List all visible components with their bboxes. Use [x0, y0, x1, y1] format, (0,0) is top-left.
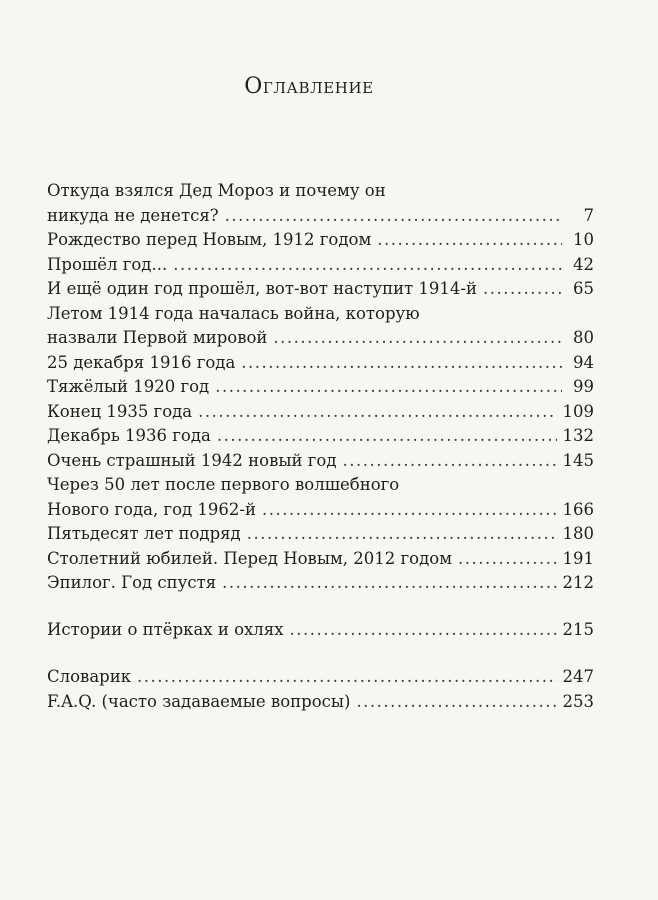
toc-entry[interactable] [47, 302, 594, 351]
table-of-contents [47, 179, 594, 714]
toc-entry-title-line: F.A.Q. (часто задаваемые вопросы) [47, 691, 351, 711]
toc-page-number: 99 [573, 377, 594, 396]
toc-entry-title-line: Через 50 лет после первого волшебного [47, 475, 400, 494]
dot-leader [342, 449, 556, 474]
toc-page-number: 247 [562, 667, 594, 686]
toc-entry-title-line: Конец 1935 года [47, 401, 193, 421]
toc-entry-title-line: 25 декабря 1916 года [47, 352, 236, 372]
toc-entry[interactable] [47, 665, 594, 690]
dot-leader [198, 400, 556, 425]
toc-entry-title-line: Летом 1914 года началась война, которую [47, 303, 420, 323]
toc-entry-title-line: Тяжёлый 1920 год [47, 377, 210, 396]
toc-entry[interactable] [47, 179, 594, 228]
dot-leader [222, 571, 556, 596]
toc-entry-title-line: Очень страшный 1942 новый год [47, 450, 337, 470]
toc-group-appendix [47, 665, 594, 714]
toc-entry[interactable] [47, 253, 594, 278]
toc-entry[interactable] [47, 375, 594, 400]
toc-entry-title-line: никуда не денется? [47, 205, 219, 225]
toc-page-number: 132 [562, 426, 594, 445]
toc-entry-title-line: Прошёл год... [47, 254, 168, 274]
dot-leader [262, 498, 557, 523]
toc-page-number: 215 [562, 619, 594, 639]
toc-entry-title-line: Нового года, год 1962-й [47, 499, 256, 519]
dot-leader [273, 326, 562, 351]
toc-entry[interactable] [47, 571, 594, 596]
toc-page-number: 10 [573, 230, 594, 249]
dot-leader [290, 618, 557, 643]
toc-group-chapters [47, 179, 594, 596]
dot-leader [458, 547, 556, 572]
dot-leader [173, 253, 562, 278]
toc-page-number: 109 [562, 401, 594, 421]
dot-leader [483, 277, 562, 302]
dot-leader [241, 351, 562, 376]
toc-entry-title-line: Истории о птёрках и охлях [47, 619, 284, 639]
toc-entry-title-line: Рождество перед Новым, 1912 годом [47, 230, 372, 249]
toc-page-number: 191 [562, 548, 594, 568]
dot-leader [225, 204, 562, 229]
toc-entry[interactable] [47, 522, 594, 547]
dot-leader [377, 228, 562, 253]
toc-entry-title-line: Столетний юбилей. Перед Новым, 2012 годом [47, 548, 453, 568]
toc-entry-title-line: И ещё один год прошёл, вот-вот наступит 1914-й [47, 279, 477, 298]
toc-entry-title-line: назвали Первой мировой [47, 328, 268, 347]
toc-page-number: 212 [562, 573, 594, 592]
dot-leader [356, 690, 556, 715]
toc-entry[interactable] [47, 449, 594, 474]
toc-entry[interactable] [47, 424, 594, 449]
toc-entry-title-line: Пятьдесят лет подряд [47, 524, 241, 543]
toc-entry[interactable] [47, 547, 594, 572]
toc-entry-title-line: Декабрь 1936 года [47, 426, 211, 445]
toc-page-number: 180 [562, 524, 594, 543]
toc-entry[interactable] [47, 228, 594, 253]
toc-entry[interactable] [47, 473, 594, 522]
toc-entry[interactable] [47, 277, 594, 302]
dot-leader [215, 375, 562, 400]
toc-entry[interactable] [47, 690, 594, 715]
toc-group-stories [47, 618, 594, 643]
toc-page-number: 42 [573, 254, 594, 274]
toc-entry-title-line: Эпилог. Год спустя [47, 573, 217, 592]
toc-page-number: 80 [573, 328, 594, 347]
toc-entry-title-line: Откуда взялся Дед Мороз и почему он [47, 181, 386, 200]
toc-page-number: 7 [583, 205, 594, 225]
toc-entry[interactable] [47, 351, 594, 376]
toc-page-number: 145 [562, 450, 594, 470]
dot-leader [137, 665, 556, 690]
toc-entry[interactable] [47, 400, 594, 425]
toc-page-number: 166 [562, 499, 594, 519]
page-title: Оглавление [244, 74, 374, 99]
toc-entry[interactable] [47, 618, 594, 643]
toc-page-number: 253 [562, 691, 594, 711]
dot-leader [217, 424, 557, 449]
dot-leader [247, 522, 557, 547]
toc-page-number: 94 [573, 352, 594, 372]
toc-entry-title-line: Словарик [47, 667, 132, 686]
toc-page-number: 65 [573, 279, 594, 298]
